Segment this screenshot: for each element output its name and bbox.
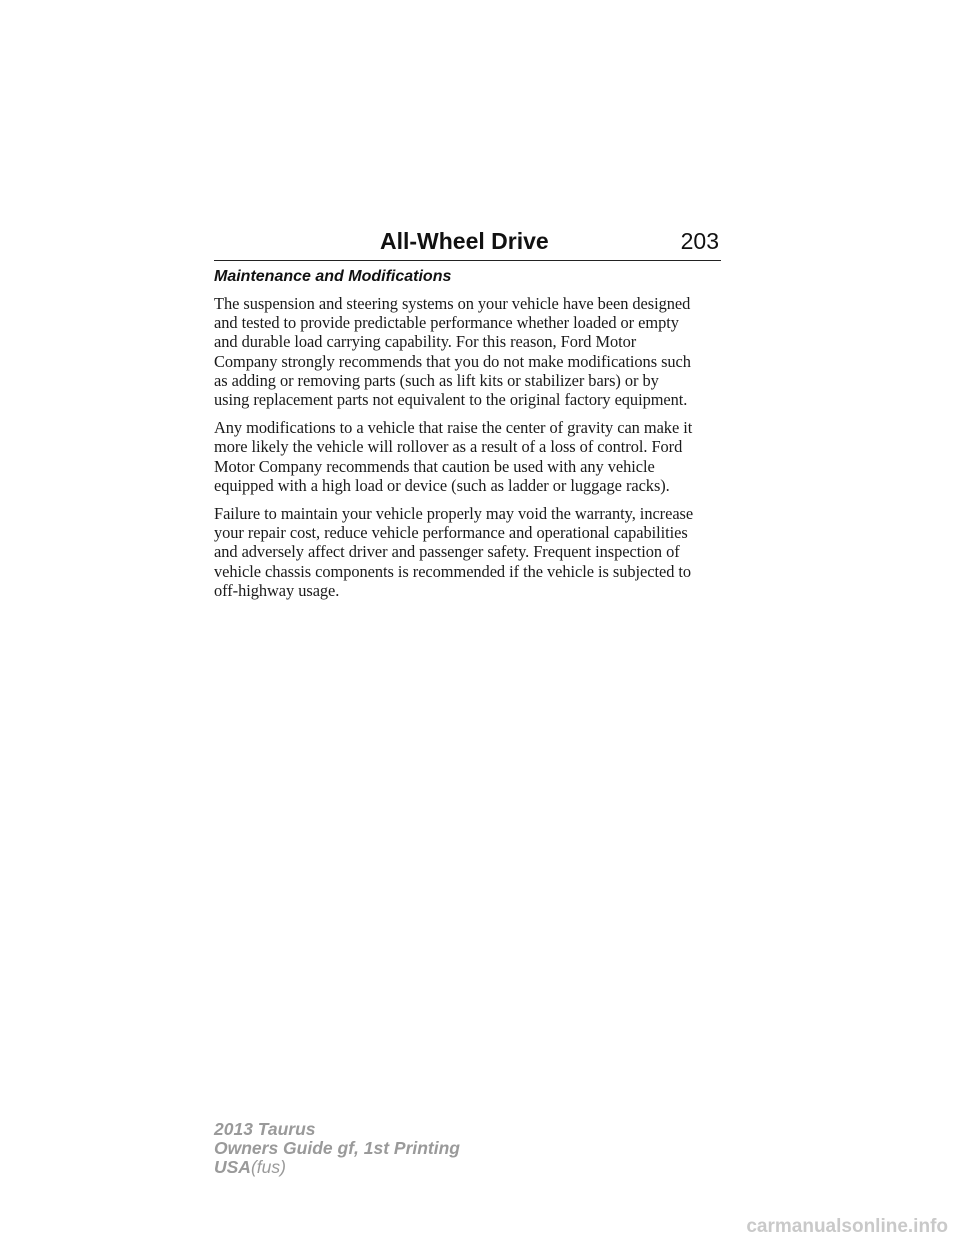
text-line: as adding or removing parts (such as lift kits or stabilizer bars) or by xyxy=(214,370,659,390)
footer-model: 2013 Taurus xyxy=(214,1119,316,1139)
text-line: The suspension and steering systems on your vehicle have been designed xyxy=(214,294,691,313)
paragraph xyxy=(214,294,724,409)
content-body xyxy=(214,267,724,609)
text-line: vehicle chassis components is recommended if the vehicle is subjected to xyxy=(214,561,692,581)
paragraph xyxy=(214,418,724,495)
text-line: Company strongly recommends that you do not make modifications such xyxy=(214,351,691,371)
text-line: and durable load carrying capability. For this reason, Ford Motor xyxy=(214,332,637,352)
watermark: carmanualsonline.info xyxy=(746,1216,948,1237)
chapter-title: All-Wheel Drive xyxy=(380,228,549,254)
footer-region-suffix: (fus) xyxy=(250,1157,286,1177)
page-header xyxy=(214,226,721,261)
text-line: Any modifications to a vehicle that raise the center of gravity can make it xyxy=(214,418,693,438)
text-line: off-highway usage. xyxy=(214,580,340,600)
text-line: your repair cost, reduce vehicle performance and operational capabilities xyxy=(214,523,688,543)
footer-region-code: USA xyxy=(214,1157,251,1177)
page-number: 203 xyxy=(680,228,719,254)
text-line: and adversely affect driver and passenger safety. Frequent inspection of xyxy=(214,542,680,562)
paragraph xyxy=(214,504,724,600)
text-line: equipped with a high load or device (such as ladder or luggage racks). xyxy=(214,475,670,495)
footer-edition: Owners Guide gf, 1st Printing xyxy=(214,1138,460,1158)
footer-region xyxy=(214,1158,460,1177)
text-line: Motor Company recommends that caution be used with any vehicle xyxy=(214,456,655,476)
section-heading: Maintenance and Modifications xyxy=(214,268,452,285)
text-line: more likely the vehicle will rollover as a result of a loss of control. Ford xyxy=(214,437,683,457)
document-footer xyxy=(214,1120,460,1177)
text-line: Failure to maintain your vehicle properly may void the warranty, increase xyxy=(214,504,694,524)
text-line: using replacement parts not equivalent to the original factory equipment. xyxy=(214,390,688,410)
text-line: and tested to provide predictable performance whether loaded or empty xyxy=(214,313,679,333)
